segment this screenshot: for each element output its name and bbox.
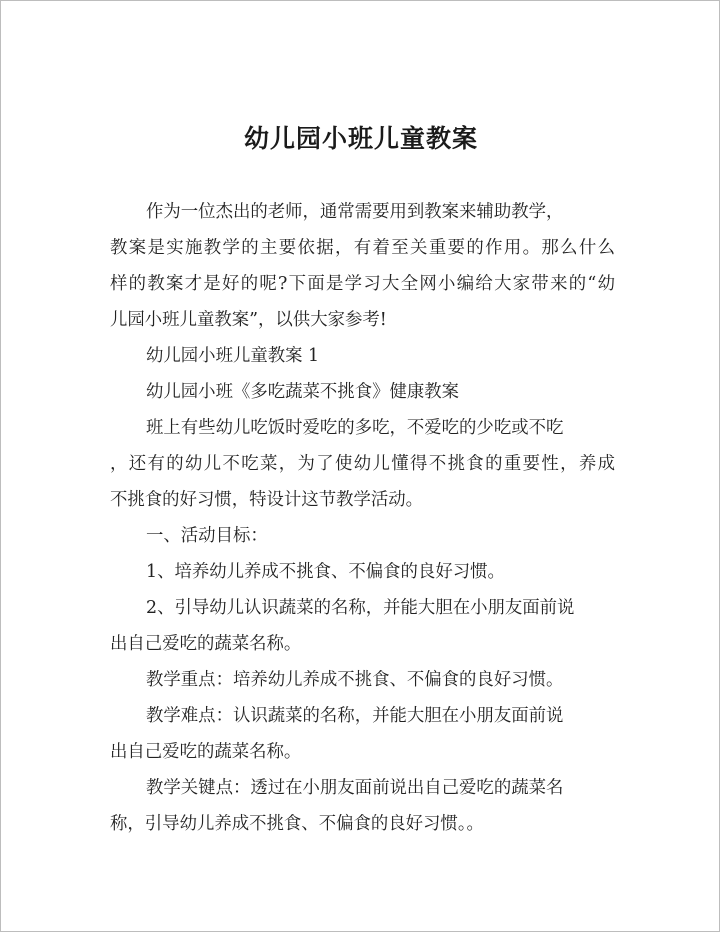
paragraph-line: ，还有的幼儿不吃菜，为了使幼儿懂得不挑食的重要性，养成 bbox=[110, 454, 615, 474]
list-item-continuation: 出自己爱吃的蔬菜名称。 bbox=[110, 634, 302, 654]
paragraph-line: 班上有些幼儿吃饭时爱吃的多吃，不爱吃的少吃或不吃 bbox=[146, 418, 564, 438]
paragraph-line: 不挑食的好习惯，特设计这节教学活动。 bbox=[110, 490, 424, 510]
document-title: 幼儿园小班儿童教案 bbox=[243, 124, 478, 153]
paragraph-line: 出自己爱吃的蔬菜名称。 bbox=[110, 742, 302, 762]
document-body bbox=[110, 194, 615, 842]
paragraph-line: 教案是实施教学的主要依据，有着至关重要的作用。那么什么 bbox=[110, 238, 615, 258]
lesson-title: 幼儿园小班《多吃蔬菜不挑食》健康教案 bbox=[146, 382, 460, 402]
section-heading: 幼儿园小班儿童教案 1 bbox=[146, 346, 320, 366]
list-item: 1、培养幼儿养成不挑食、不偏食的良好习惯。 bbox=[146, 562, 505, 582]
paragraph-line: 教学关键点：透过在小朋友面前说出自己爱吃的蔬菜名 bbox=[146, 778, 564, 798]
paragraph-line: 样的教案才是好的呢?下面是学习大全网小编给大家带来的“幼 bbox=[110, 274, 615, 294]
list-item: 2、引导幼儿认识蔬菜的名称，并能大胆在小朋友面前说 bbox=[146, 598, 575, 618]
paragraph-line: 作为一位杰出的老师，通常需要用到教案来辅助教学， bbox=[146, 202, 564, 222]
section-heading: 一、活动目标： bbox=[146, 526, 268, 546]
paragraph-line: 儿园小班儿童教案”，以供大家参考! bbox=[110, 310, 387, 330]
paragraph-line: 教学重点：培养幼儿养成不挑食、不偏食的良好习惯。 bbox=[146, 670, 564, 690]
paragraph-line: 教学难点：认识蔬菜的名称，并能大胆在小朋友面前说 bbox=[146, 706, 564, 726]
paragraph-line: 称，引导幼儿养成不挑食、不偏食的良好习惯。。 bbox=[110, 814, 484, 834]
